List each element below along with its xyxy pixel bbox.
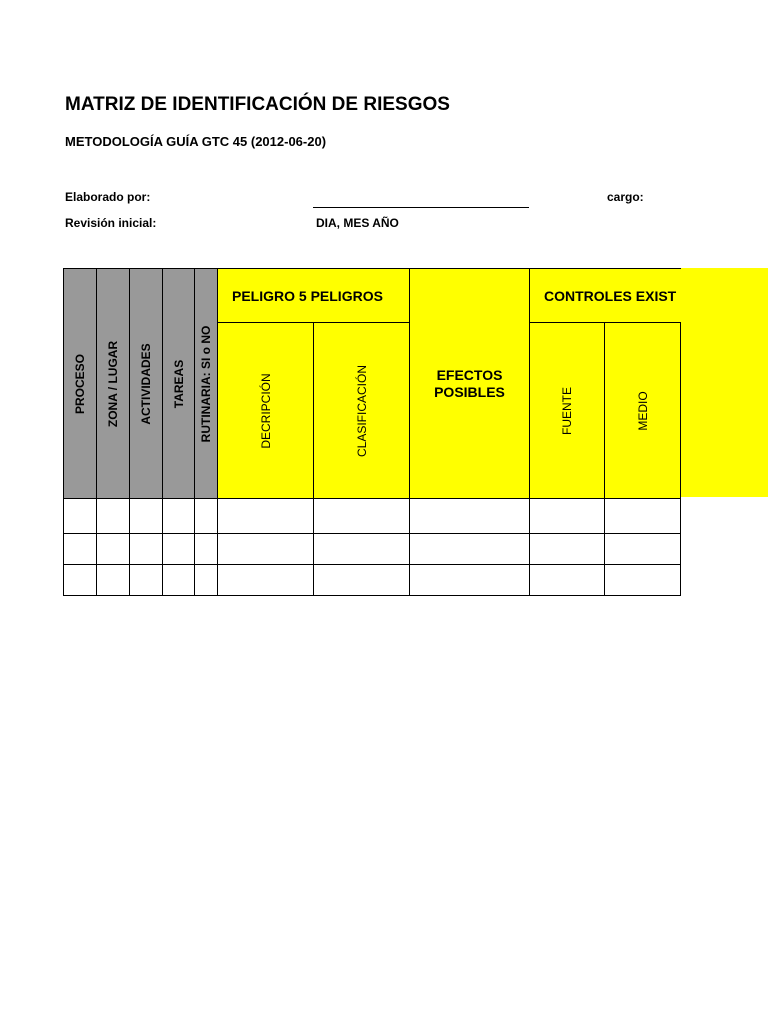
methodology-subtitle: METODOLOGÍA GUÍA GTC 45 (2012-06-20) [65, 134, 327, 149]
table-cell[interactable] [530, 499, 605, 534]
table-cell[interactable] [97, 565, 130, 596]
table-cell[interactable] [314, 565, 410, 596]
table-cell[interactable] [97, 499, 130, 534]
controles-header-overflow [680, 268, 768, 497]
table-cell[interactable] [605, 565, 681, 596]
table-cell[interactable] [314, 499, 410, 534]
header-zona-lugar: ZONA / LUGAR [97, 269, 130, 499]
header-proceso: PROCESO [64, 269, 97, 499]
page-title: MATRIZ DE IDENTIFICACIÓN DE RIESGOS [65, 94, 450, 115]
table-cell[interactable] [410, 534, 530, 565]
table-cell[interactable] [130, 499, 163, 534]
risk-matrix-table [63, 268, 681, 596]
table-cell[interactable] [130, 565, 163, 596]
header-efectos-posibles: EFECTOS POSIBLES [410, 269, 530, 499]
table-row [64, 565, 681, 596]
table-row [64, 499, 681, 534]
header-peligro-group: PELIGRO 5 PELIGROS [218, 269, 410, 323]
header-clasificacion: CLASIFICACIÓN [314, 323, 410, 499]
header-rutinaria: RUTINARIA: SI o NO [195, 269, 218, 499]
table-cell[interactable] [218, 565, 314, 596]
table-cell[interactable] [410, 499, 530, 534]
table-cell[interactable] [64, 499, 97, 534]
table-cell[interactable] [163, 565, 195, 596]
table-cell[interactable] [130, 534, 163, 565]
table-row [64, 534, 681, 565]
table-cell[interactable] [195, 565, 218, 596]
table-cell[interactable] [64, 534, 97, 565]
header-actividades: ACTIVIDADES [130, 269, 163, 499]
elaborado-signature-line[interactable] [313, 207, 529, 208]
header-tareas: TAREAS [163, 269, 195, 499]
table-cell[interactable] [605, 499, 681, 534]
table-cell[interactable] [97, 534, 130, 565]
header-decripcion: DECRIPCIÓN [218, 323, 314, 499]
header-fuente: FUENTE [530, 323, 605, 499]
table-cell[interactable] [195, 499, 218, 534]
table-cell[interactable] [163, 499, 195, 534]
header-controles-group: CONTROLES EXIST [530, 269, 681, 323]
table-cell[interactable] [530, 565, 605, 596]
table-cell[interactable] [218, 499, 314, 534]
table-cell[interactable] [218, 534, 314, 565]
elaborado-label: Elaborado por: [65, 190, 151, 204]
table-cell[interactable] [195, 534, 218, 565]
table-cell[interactable] [410, 565, 530, 596]
table-cell[interactable] [530, 534, 605, 565]
header-row-top [64, 269, 681, 323]
table-cell[interactable] [64, 565, 97, 596]
revision-label: Revisión inicial: [65, 216, 157, 230]
revision-value: DIA, MES AÑO [316, 216, 399, 230]
table-cell[interactable] [163, 534, 195, 565]
table-cell[interactable] [314, 534, 410, 565]
header-medio: MEDIO [605, 323, 681, 499]
cargo-label: cargo: [607, 190, 644, 204]
table-cell[interactable] [605, 534, 681, 565]
